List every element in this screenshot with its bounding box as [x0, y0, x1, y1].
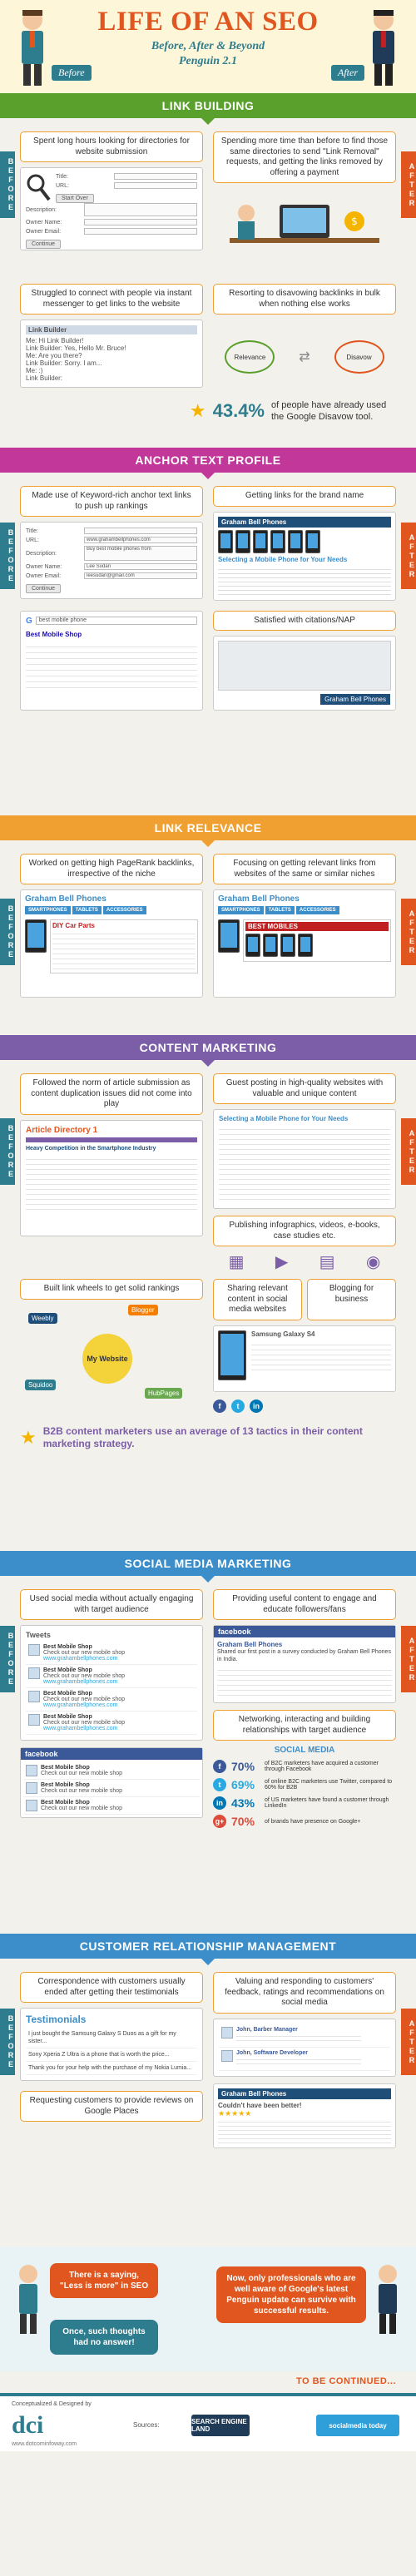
form-title-label: Title:	[56, 173, 68, 180]
tweets-mock	[20, 1625, 203, 1741]
star-icon: ★	[20, 1427, 37, 1449]
form-email-label: Owner Email:	[26, 228, 62, 235]
lb-after-note-1: Spending more time than before to find those same directories to send "Link Removal" requests, and getting the links removed by offering a payment	[213, 131, 396, 183]
anchor-text-band	[0, 448, 416, 473]
result-title[interactable]: Best Mobile Shop	[26, 630, 82, 638]
rating-stars-icon: ★★★★★	[218, 2108, 252, 2118]
lr-after-site	[213, 889, 396, 998]
at-before-note-1: Made use of Keyword-rich anchor text links to push up rankings	[20, 486, 203, 517]
form-email-field[interactable]	[84, 228, 197, 235]
twitter-icon[interactable]: t	[231, 1399, 245, 1413]
testimonial-text: I just bought the Samsung Galaxy S Duos as a gift for my sister...	[28, 2031, 176, 2045]
post-text: Check out our new mobile shop	[41, 1771, 123, 1776]
link-building-band	[0, 93, 416, 118]
site-name: Graham Bell Phones	[218, 894, 300, 904]
avatar	[221, 2050, 233, 2062]
phone-icon	[270, 530, 285, 553]
body-lines	[218, 2118, 391, 2143]
testimonial	[26, 2028, 197, 2048]
wheel-node: Weebly	[28, 1313, 57, 1324]
chat-window-mock	[20, 320, 203, 388]
tab-smartphones[interactable]: SMARTPHONES	[25, 906, 71, 914]
unrelated-site	[50, 919, 198, 973]
wheel-node: Blogger	[128, 1305, 158, 1315]
tweet	[26, 1712, 197, 1735]
chat-line: Link Builder:	[26, 374, 63, 382]
at-form-url-label: URL:	[26, 537, 39, 543]
before-label: Before	[52, 65, 92, 81]
chat-title: Link Builder	[26, 325, 197, 334]
body-lines	[251, 1340, 391, 1374]
site-name: Graham Bell Phones	[25, 894, 106, 904]
to-be-continued: TO BE CONTINUED...	[295, 2376, 396, 2386]
media-icons	[213, 1251, 396, 1272]
form-url-label: URL:	[56, 182, 69, 189]
phone-row	[218, 530, 391, 553]
article-headline: Heavy Competition in the Smartphone Industry	[26, 1145, 156, 1152]
chat-line: Link Builder: Yes, Hello Mr. Bruce!	[26, 344, 126, 352]
disavow-stat-value: 43.4%	[212, 400, 265, 422]
social-media-title: SOCIAL MEDIA MARKETING	[124, 1557, 292, 1570]
social-stat-row	[213, 1812, 396, 1830]
crm-title: CUSTOMER RELATIONSHIP MANAGEMENT	[79, 1939, 337, 1953]
social-stat-text: of US marketers have found a customer through LinkedIn	[265, 1797, 389, 1810]
body-lines	[218, 566, 391, 596]
review-mock	[213, 2083, 396, 2148]
footer-url[interactable]: www.dotcominfoway.com	[12, 2441, 77, 2447]
post-name: Best Mobile Shop	[41, 1782, 90, 1788]
phone-icon	[288, 530, 303, 553]
social-media-section	[0, 1576, 416, 1934]
avatar	[28, 1644, 40, 1656]
fb-page-name: Graham Bell Phones	[217, 1641, 283, 1648]
link-relevance-band	[0, 815, 416, 840]
lb-after-note-2: Resorting to disavowing backlinks in bulk when nothing else works	[213, 284, 396, 315]
disavow-node: Disavow	[334, 340, 384, 374]
testimonial	[26, 2048, 197, 2062]
body-lines	[217, 1666, 392, 1699]
after-tab: AFTER	[401, 151, 416, 218]
link-wheel-diagram	[20, 1305, 203, 1413]
phone-icon	[280, 934, 295, 957]
source-logo-smt[interactable]: socialmedia today	[316, 2415, 399, 2436]
tweet-text: Check out our new mobile shop	[43, 1650, 126, 1656]
product-label: Samsung Galaxy S4	[251, 1330, 315, 1338]
phone-icon	[218, 530, 233, 553]
bubble-right: Now, only professionals who are well aware of Google's latest Penguin update can survive with successful results.	[216, 2266, 366, 2323]
after-label: After	[331, 65, 364, 81]
social-stat-value: 43%	[231, 1796, 255, 1811]
link-building-title: LINK BUILDING	[161, 99, 255, 112]
before-tab: BEFORE	[0, 1626, 15, 1692]
after-tab: AFTER	[401, 1118, 416, 1185]
phone-icon	[298, 934, 313, 957]
social-stat-text: of B2C marketers have acquired a customer through Facebook	[265, 1761, 379, 1773]
body-lines	[236, 2033, 361, 2044]
anchor-form-mock	[20, 522, 203, 599]
crm-before-note-2: Requesting customers to provide reviews on Google Places	[20, 2091, 203, 2122]
b2b-stat	[0, 1420, 416, 1456]
infographic-icon: ▦	[228, 1253, 245, 1271]
avatar	[28, 1691, 40, 1702]
cm-after-note-2: Publishing infographics, videos, e-books, case studies etc.	[213, 1216, 396, 1246]
avatar	[28, 1714, 40, 1726]
social-network-icon: in	[213, 1796, 226, 1810]
map-label: Graham Bell Phones	[320, 694, 390, 705]
at-form-url-field[interactable]: www.grahambellphones.com	[84, 537, 197, 543]
fb-post	[23, 1797, 200, 1815]
at-form-email-label: Owner Email:	[26, 572, 62, 579]
phone-icon	[218, 919, 240, 953]
after-seo-character-icon	[371, 2261, 404, 2336]
avatar	[28, 1667, 40, 1679]
cm-after-note-3: Sharing relevant content in social media websites	[213, 1279, 302, 1320]
at-form-title-field[interactable]	[84, 528, 197, 534]
testimonials-title: Testimonials	[26, 2014, 87, 2025]
social-stat-value: 69%	[231, 1778, 255, 1792]
content-marketing-band	[0, 1035, 416, 1060]
chat-line: Me: Hi Link Builder!	[26, 337, 84, 344]
social-network-icon: t	[213, 1778, 226, 1791]
directory-form-mock	[20, 167, 203, 250]
sources-label: Sources:	[133, 2421, 160, 2429]
at-continue-button[interactable]: Continue	[26, 584, 61, 593]
facebook-header: facebook	[214, 1626, 395, 1637]
google-logo: G	[26, 616, 32, 626]
cm-before-note-1: Followed the norm of article submission as content duplication issues did not come into play	[20, 1073, 203, 1115]
bubble-left: There is a saying, "Less is more" in SEO	[50, 2263, 158, 2298]
body-lines	[26, 1155, 197, 1213]
at-form-title-label: Title:	[26, 528, 38, 534]
content-marketing-title: CONTENT MARKETING	[139, 1041, 277, 1054]
at-form-owner-field[interactable]: Lee Sudan	[84, 563, 197, 570]
crm-band	[0, 1934, 416, 1959]
lr-after-note: Focusing on getting relevant links from websites of the same or similar niches	[213, 854, 396, 884]
related-site	[243, 919, 391, 962]
content-marketing-section	[0, 1060, 416, 1551]
footer	[0, 2393, 416, 2451]
social-stat-text: of online B2C marketers use Twitter, compared to 60% for B2B	[265, 1779, 393, 1791]
lb-before-note-1: Spent long hours looking for directories for website submission	[20, 131, 203, 162]
social-stat-value: 70%	[231, 1760, 255, 1774]
wheel-center: My Website	[82, 1334, 132, 1384]
guest-post-headline: Selecting a Mobile Phone for Your Needs	[219, 1115, 349, 1122]
tweet	[26, 1688, 197, 1712]
tab-smartphones[interactable]: SMARTPHONES	[218, 906, 264, 914]
social-stats-title: SOCIAL MEDIA	[274, 1746, 335, 1756]
facebook-header: facebook	[21, 1748, 202, 1760]
avatar	[221, 2027, 233, 2039]
crm-after-note-1: Valuing and responding to customers' feedback, ratings and recommendations on social media	[213, 1972, 396, 2014]
form-owner-field[interactable]	[84, 219, 197, 225]
social-network-icon: f	[213, 1760, 226, 1773]
before-tab: BEFORE	[0, 1118, 15, 1185]
wheel-node: HubPages	[145, 1388, 182, 1399]
phone-icon	[263, 934, 278, 957]
before-tab: BEFORE	[0, 2009, 15, 2075]
form-desc-label: Description:	[26, 206, 57, 213]
start-over-button[interactable]: Start Over	[56, 194, 94, 203]
video-icon: ▶	[275, 1253, 289, 1271]
form-url-field[interactable]	[114, 182, 197, 189]
magnifier-icon	[26, 173, 51, 201]
phone-icon	[305, 530, 320, 553]
review-title: Couldn't have been better!	[218, 2101, 302, 2109]
tab-accessories[interactable]: ACCESSORIES	[103, 906, 146, 914]
disavow-diagram	[213, 320, 396, 394]
social-media-band	[0, 1551, 416, 1576]
post-name: Best Mobile Shop	[41, 1800, 90, 1806]
avatar	[26, 1765, 37, 1776]
link-relevance-section	[0, 840, 416, 1035]
at-after-note-1: Getting links for the brand name	[213, 486, 396, 507]
phone-icon	[25, 919, 47, 953]
after-tab: AFTER	[401, 523, 416, 589]
chat-line: Link Builder: Sorry. I am...	[26, 359, 102, 367]
fb-post	[23, 1762, 200, 1780]
cm-before-note-2: Built link wheels to get solid rankings	[20, 1279, 203, 1300]
before-tab: BEFORE	[0, 523, 15, 589]
cm-after-note-1: Guest posting in high-quality websites with valuable and unique content	[213, 1073, 396, 1104]
tweets-title: Tweets	[26, 1631, 51, 1639]
tweet-url[interactable]: www.grahambellphones.com	[43, 1679, 118, 1685]
reply	[219, 2048, 390, 2071]
page-title: LIFE OF AN SEO	[97, 7, 319, 37]
article-directory-name: Article Directory 1	[26, 1125, 98, 1135]
after-seo-character-icon	[363, 5, 404, 88]
replies-mock	[213, 2019, 396, 2077]
form-desc-field[interactable]	[84, 203, 197, 216]
search-results-mock	[20, 611, 203, 711]
post-name: Best Mobile Shop	[41, 1765, 90, 1771]
phone-icon	[235, 530, 250, 553]
social-stat-row	[213, 1757, 396, 1776]
tweet-name: Best Mobile Shop	[43, 1667, 92, 1673]
fb-post-text: Shared our first post in a survey conducted by Graham Bell Phones in India.	[217, 1649, 391, 1663]
at-form-desc-field[interactable]: Buy best mobile phones from	[84, 546, 197, 561]
phone-icon	[253, 530, 268, 553]
social-stat-row	[213, 1776, 396, 1794]
linkedin-icon[interactable]: in	[250, 1399, 263, 1413]
social-stat-row	[213, 1794, 396, 1812]
header	[0, 0, 416, 93]
tab-tablets[interactable]: TABLETS	[265, 906, 295, 914]
tweet-text: Check out our new mobile shop	[43, 1697, 126, 1702]
facebook-icon[interactable]: f	[213, 1399, 226, 1413]
guest-post-mock	[213, 1109, 396, 1209]
tweet-name: Best Mobile Shop	[43, 1691, 92, 1697]
link-relevance-title: LINK RELEVANCE	[154, 821, 262, 835]
sm-before-note-1: Used social media without actually engaging with target audience	[20, 1589, 203, 1620]
after-tab: AFTER	[401, 899, 416, 965]
svg-text:$: $	[351, 215, 358, 227]
tweet	[26, 1642, 197, 1665]
at-form-desc-label: Description:	[26, 550, 57, 557]
brand-headline: Selecting a Mobile Phone for Your Needs	[218, 555, 348, 563]
map-area	[218, 641, 391, 691]
before-tab: BEFORE	[0, 899, 15, 965]
before-seo-character-icon	[12, 5, 53, 88]
dci-logo: dci	[12, 2411, 44, 2439]
testimonial	[26, 2062, 197, 2075]
tweet-url[interactable]: www.grahambellphones.com	[43, 1656, 118, 1662]
at-form-owner-label: Owner Name:	[26, 563, 62, 570]
crm-section	[0, 1959, 416, 2247]
related-site-name: BEST MOBILES	[245, 922, 389, 931]
phone-icon	[245, 934, 260, 957]
page-subtitle: Before, After & Beyond	[151, 40, 265, 52]
tweet-url[interactable]: www.grahambellphones.com	[43, 1726, 118, 1731]
fb-post	[23, 1780, 200, 1797]
arrow-icon: ⇄	[299, 350, 310, 364]
social-network-icon: g+	[213, 1815, 226, 1828]
body-lines	[52, 929, 196, 971]
link-building-section	[0, 118, 416, 448]
result-lines	[26, 642, 197, 691]
tweet-text: Check out our new mobile shop	[43, 1673, 126, 1679]
reply	[219, 2024, 390, 2048]
crm-before-note-1: Correspondence with customers usually ended after getting their testimonials	[20, 1972, 203, 2003]
disavow-stat	[0, 394, 416, 429]
tab-accessories[interactable]: ACCESSORIES	[296, 906, 339, 914]
before-tab: BEFORE	[0, 151, 15, 218]
sm-after-note-1: Providing useful content to engage and educate followers/fans	[213, 1589, 396, 1620]
testimonial-text: Thank you for your help with the purchase of my Nokia Lumia...	[28, 2065, 192, 2072]
fb-after-mock	[213, 1625, 396, 1703]
tweet	[26, 1665, 197, 1688]
form-owner-label: Owner Name:	[26, 219, 62, 225]
case-study-icon: ◉	[365, 1253, 381, 1271]
tweet-url[interactable]: www.grahambellphones.com	[43, 1702, 118, 1708]
unrelated-site-name: DIY Car Parts	[52, 922, 95, 929]
tab-tablets[interactable]: TABLETS	[72, 906, 102, 914]
b2b-stat-text: B2B content marketers use an average of 13 tactics in their content marketing strategy.	[42, 1424, 363, 1450]
post-text: Check out our new mobile shop	[41, 1788, 123, 1794]
at-after-note-2: Satisfied with citations/NAP	[213, 611, 396, 632]
testimonial-text: Sony Xperia Z Ultra is a phone that is worth the price...	[28, 2052, 170, 2058]
brand-bar: Graham Bell Phones	[218, 517, 391, 528]
source-logo-sel[interactable]: SEARCH ENGINE LAND	[191, 2415, 250, 2436]
continue-button[interactable]: Continue	[26, 240, 61, 249]
wheel-node: Squidoo	[25, 1380, 56, 1390]
cm-after-note-4: Blogging for business	[307, 1279, 396, 1320]
avatar	[26, 1800, 37, 1811]
nav-bar	[26, 1137, 197, 1142]
post-text: Check out our new mobile shop	[41, 1806, 123, 1811]
at-form-email-field[interactable]: leesudan@gmail.com	[84, 572, 197, 579]
relevance-node: Relevance	[225, 340, 275, 374]
search-box[interactable]: best mobile phone	[36, 617, 197, 625]
lr-before-site	[20, 889, 203, 998]
outro	[0, 2247, 416, 2371]
brand-page-mock	[213, 512, 396, 601]
social-stat-text: of brands have presence on Google+	[265, 1818, 361, 1825]
product-share-mock	[213, 1325, 396, 1392]
anchor-text-section	[0, 473, 416, 815]
after-tab: AFTER	[401, 2009, 416, 2075]
testimonials-mock	[20, 2008, 203, 2081]
avatar	[26, 1782, 37, 1794]
disavow-stat-text: of people have already used the Google Disavow tool.	[271, 400, 387, 423]
chat-line: Me: :)	[26, 367, 43, 374]
before-seo-character-icon	[12, 2261, 45, 2336]
ebook-icon: ▤	[319, 1253, 335, 1271]
bubble-left-2: Once, such thoughts had no answer!	[50, 2320, 158, 2355]
lr-before-note: Worked on getting high PageRank backlinks, irrespective of the niche	[20, 854, 203, 884]
anchor-text-title: ANCHOR TEXT PROFILE	[135, 453, 281, 467]
star-icon: ★	[189, 400, 206, 422]
reply-name: John, Software Developer	[236, 2049, 308, 2056]
review-bar: Graham Bell Phones	[218, 2088, 391, 2099]
sm-after-note-2: Networking, interacting and building relationships with target audience	[213, 1710, 396, 1741]
article-directory-mock	[20, 1120, 203, 1236]
form-title-field[interactable]	[114, 173, 197, 180]
lb-before-note-2: Struggled to connect with people via instant messenger to get links to the website	[20, 284, 203, 315]
body-lines	[236, 2056, 361, 2068]
social-stats-list	[213, 1757, 396, 1830]
page-subtitle-2: Penguin 2.1	[178, 55, 237, 67]
map-listing-mock	[213, 636, 396, 711]
fb-before-mock	[20, 1747, 203, 1818]
body-lines	[219, 1125, 390, 1200]
social-share-icons	[213, 1397, 396, 1415]
credit-text: Conceptualized & Designed by	[12, 2401, 92, 2407]
tweet-text: Check out our new mobile shop	[43, 1720, 126, 1726]
phone-icon	[218, 1330, 246, 1380]
reply-name: John, Barber Manager	[236, 2026, 298, 2033]
seo-at-desk-illustration	[213, 188, 396, 271]
tweet-name: Best Mobile Shop	[43, 1644, 92, 1650]
tweet-name: Best Mobile Shop	[43, 1714, 92, 1720]
social-stat-value: 70%	[231, 1815, 255, 1829]
chat-line: Me: Are you there?	[26, 352, 82, 359]
after-tab: AFTER	[401, 1626, 416, 1692]
